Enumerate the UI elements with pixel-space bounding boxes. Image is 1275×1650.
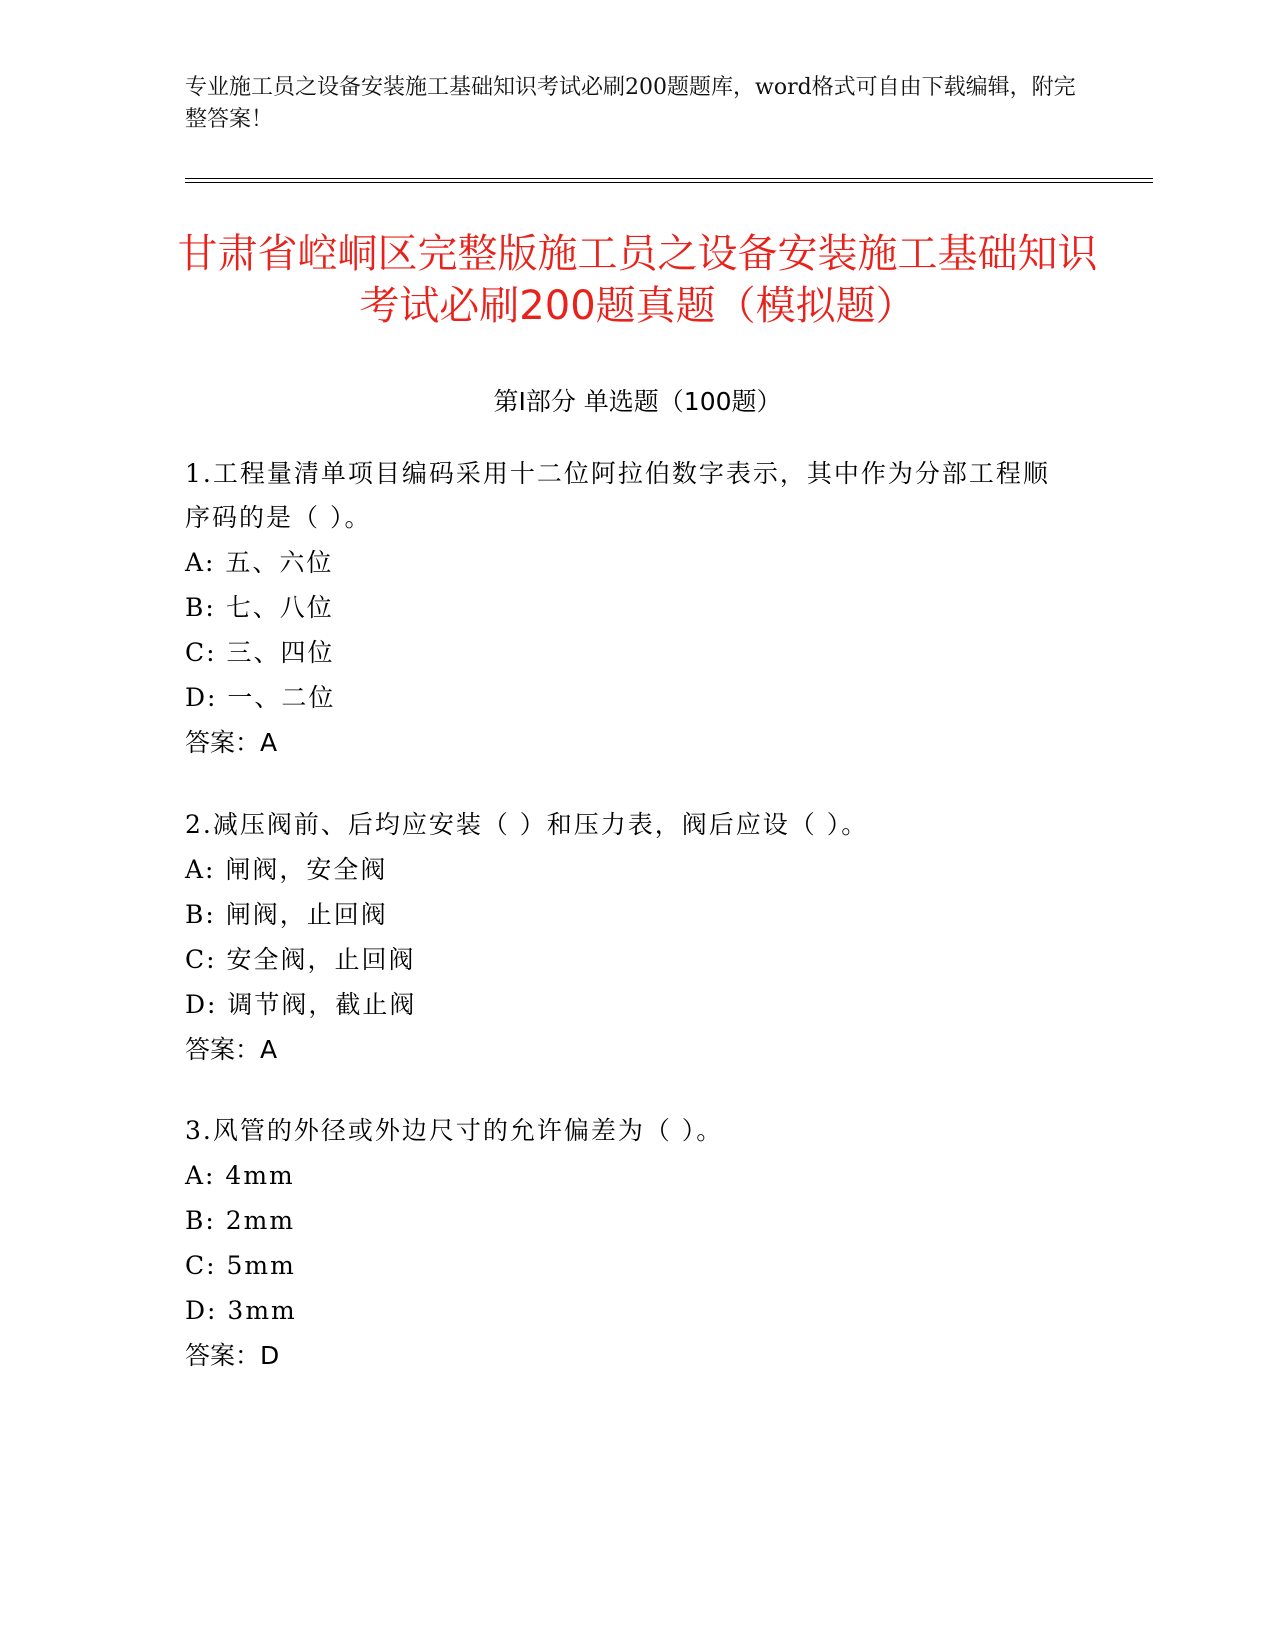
question-3	[185, 1109, 1055, 1378]
answer: 答案：A	[185, 1035, 278, 1064]
question-1	[185, 452, 1055, 765]
option-c: C: 安全阀，止回阀	[185, 945, 416, 974]
answer: 答案：D	[185, 1341, 280, 1370]
question-stem: 2.减压阀前、后均应安装（ ）和压力表，阀后应设（ ）。	[185, 810, 869, 839]
page-header: 专业施工员之设备安装施工基础知识考试必刷200题题库，word格式可自由下载编辑，附完整答案！	[185, 75, 1076, 132]
question-stem: 1.工程量清单项目编码采用十二位阿拉伯数字表示，其中作为分部工程顺序码的是（ ）。	[185, 459, 1050, 532]
document-title: 甘肃省崆峒区完整版施工员之设备安装施工基础知识考试必刷200题真题（模拟题）	[177, 231, 1098, 329]
header-divider	[185, 178, 1153, 183]
option-a: A: 五、六位	[185, 548, 334, 577]
question-2	[185, 803, 1055, 1072]
option-b: B: 2mm	[185, 1206, 296, 1235]
option-d: D: 一、二位	[185, 683, 336, 712]
option-d: D: 调节阀，截止阀	[185, 990, 417, 1019]
section-title: 第Ⅰ部分 单选题（100题）	[493, 387, 782, 416]
option-a: A: 闸阀，安全阀	[185, 855, 388, 884]
option-c: C: 三、四位	[185, 638, 335, 667]
question-stem: 3.风管的外径或外边尺寸的允许偏差为（ ）。	[185, 1116, 724, 1145]
answer: 答案：A	[185, 728, 278, 757]
option-a: A: 4mm	[185, 1161, 295, 1190]
option-d: D: 3mm	[185, 1296, 297, 1325]
option-b: B: 七、八位	[185, 593, 334, 622]
option-c: C: 5mm	[185, 1251, 296, 1280]
option-b: B: 闸阀，止回阀	[185, 900, 388, 929]
